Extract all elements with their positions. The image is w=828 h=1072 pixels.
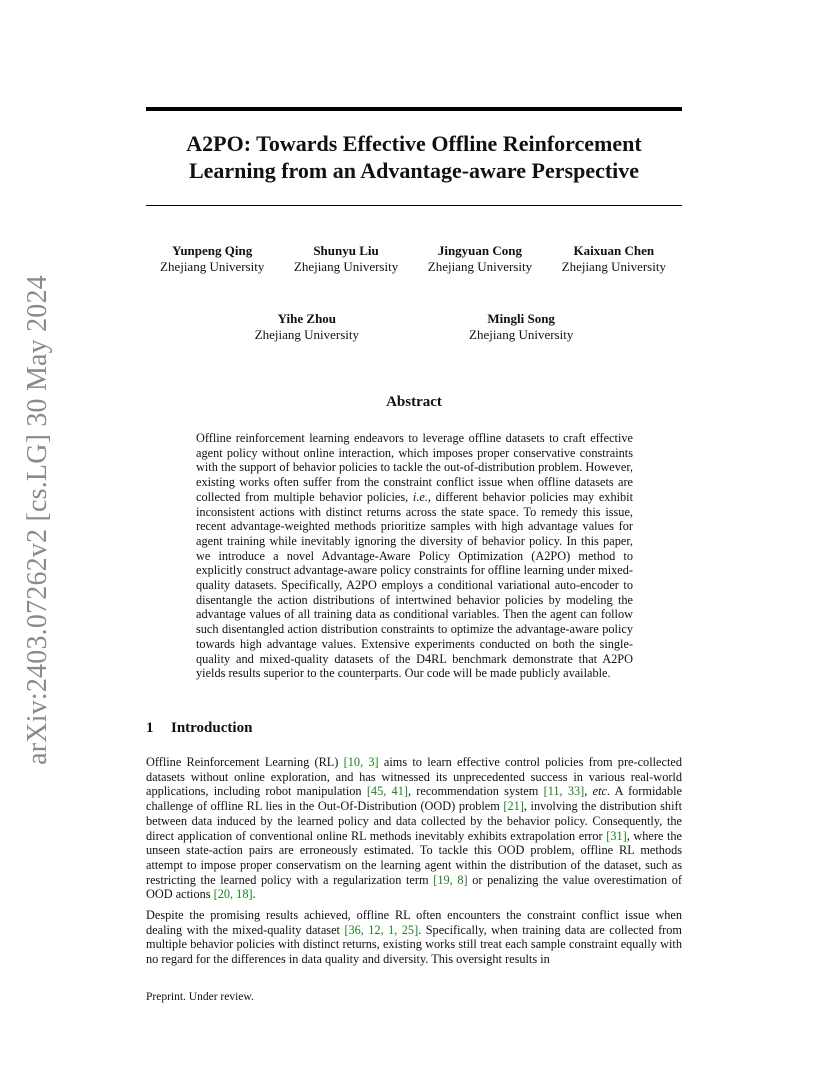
author-block bbox=[562, 243, 666, 275]
citation-link[interactable]: [19, 8] bbox=[433, 872, 468, 887]
title-bottom-rule bbox=[146, 205, 682, 206]
text-run: . Specifically, when training data are collected from multiple behavior policies with distinct returns, existing works still treat each sample constraint equally with no regard for the differences in data quality and diversity. This oversight results in bbox=[146, 922, 682, 967]
text-run: Offline Reinforcement Learning (RL) bbox=[146, 755, 344, 769]
etc-text: etc bbox=[592, 784, 607, 799]
text-run: , involving the distribution shift between data induced by the learned policy and data collected by the behavior policy. Consequently, the direct application of conventional online RL methods inevitably exhibits extrapolation error bbox=[146, 799, 682, 843]
author-name: Shunyu Liu bbox=[313, 243, 379, 258]
author-affiliation: Zhejiang University bbox=[427, 259, 533, 274]
citation-link[interactable]: [31] bbox=[606, 828, 627, 843]
author-name: Yihe Zhou bbox=[277, 311, 337, 326]
citation-link[interactable]: [10, 3] bbox=[343, 755, 379, 769]
citation-link[interactable]: [45, 41] bbox=[366, 784, 408, 799]
section-number: 1 bbox=[146, 720, 154, 736]
author-name: Jingyuan Cong bbox=[437, 243, 522, 258]
abstract-part-2: different behavior policies may exhibit inconsistent actions with distinct returns across the state space. To remedy this issue, recent advantage-weighted methods prioritize samples with high advantage values for agent training while inevitably ignoring the diversity of behavior policy. In this paper, we introduce a novel Advantage-Aware Policy Optimization (A2PO) method to explicitly construct advantage-aware policy constraints for offline learning under mixed-quality datasets. Specifically, A2PO employs a conditional variational auto-encoder to disentangle the action distributions of intertwined behavior policies by modeling the advantage values of all training data as conditional variables. Then the agent can follow such disentangled action distribution constraints to optimize the advantage-aware policy towards high advantage values. Extensive experiments conducted on both the single-quality and mixed-quality datasets of the D4RL benchmark demonstrate that A2PO yields results superior to the counterparts. Our code will be made publicly available. bbox=[196, 489, 634, 681]
text-run: aims to learn effective control policies from pre-collected datasets without online exploration, and has witnessed its unprecedented success in various real-world applications, including robot manipulation bbox=[146, 755, 682, 799]
text-run: , bbox=[584, 784, 593, 799]
text-run: , where the unseen state-action pairs are erroneously estimated. To tackle this OOD problem, offline RL methods attempt to impose proper conservatism on the learning agent within the distribution of the dataset, such as restricting the learned policy with a regularization term bbox=[146, 828, 682, 887]
arxiv-id[interactable]: arXiv:2403.07262v2 [cs.LG] 30 May 2024 bbox=[22, 275, 53, 765]
text-run: or penalizing the value overestimation of OOD actions bbox=[146, 872, 682, 902]
intro-paragraph-1 bbox=[146, 755, 682, 902]
abstract-heading: Abstract bbox=[386, 394, 442, 410]
title-line-2: Learning from an Advantage-aware Perspective bbox=[188, 158, 640, 183]
section-title: Introduction bbox=[171, 720, 253, 736]
author-row-1 bbox=[146, 243, 682, 275]
abstract-part-1: Offline reinforcement learning endeavors to leverage offline datasets to craft effective agent policy without online interaction, which imposes proper conservative constraints with the support of behavior policies to tackle the out-of-distribution problem. However, existing works often suffer from the constraint conflict issue when offline datasets are collected from multiple behavior policies, bbox=[196, 431, 633, 504]
citation-link[interactable]: [11, 33] bbox=[543, 784, 585, 799]
author-block bbox=[428, 243, 532, 275]
author-name: Yunpeng Qing bbox=[172, 243, 253, 258]
title-line-1: A2PO: Towards Effective Offline Reinforcement bbox=[186, 131, 642, 156]
citation-link[interactable]: [20, 18] bbox=[213, 887, 253, 902]
author-block bbox=[469, 311, 573, 343]
author-affiliation: Zhejiang University bbox=[160, 259, 265, 274]
citation-link[interactable]: [36, 12, 1, 25] bbox=[344, 922, 419, 937]
page-footer: Preprint. Under review. bbox=[146, 991, 254, 1003]
author-affiliation: Zhejiang University bbox=[254, 327, 359, 342]
author-name: Mingli Song bbox=[487, 311, 555, 326]
intro-paragraph-2 bbox=[146, 908, 682, 967]
author-name: Kaixuan Chen bbox=[573, 243, 655, 258]
author-block bbox=[160, 243, 264, 275]
author-row-2 bbox=[146, 311, 682, 343]
author-affiliation: Zhejiang University bbox=[469, 327, 574, 342]
text-run: . A formidable challenge of offline RL lies in the Out-Of-Distribution (OOD) problem bbox=[146, 784, 683, 814]
author-block bbox=[294, 243, 398, 275]
text-run: , recommendation system bbox=[407, 784, 544, 799]
title-top-rule bbox=[146, 107, 682, 111]
author-block bbox=[255, 311, 359, 343]
text-run: Despite the promising results achieved, offline RL often encounters the constraint conflict issue when dealing with the mixed-quality dataset bbox=[146, 908, 682, 937]
abstract-ie: i.e., bbox=[412, 489, 432, 504]
author-affiliation: Zhejiang University bbox=[561, 259, 666, 274]
author-affiliation: Zhejiang University bbox=[293, 259, 399, 274]
paper-title bbox=[146, 130, 682, 184]
section-heading-introduction bbox=[146, 720, 252, 737]
abstract-body bbox=[196, 431, 633, 681]
text-run: . bbox=[252, 887, 256, 902]
citation-link[interactable]: [21] bbox=[503, 799, 524, 814]
